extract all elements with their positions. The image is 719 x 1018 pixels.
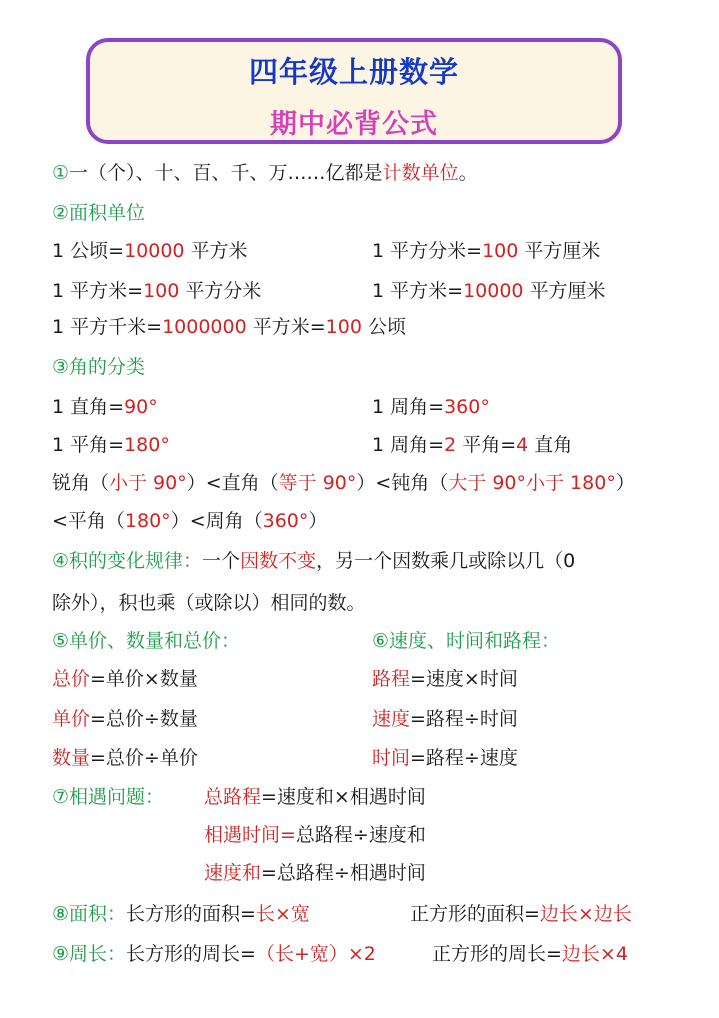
s1-highlight: 计数单位	[382, 162, 459, 184]
s3-l2b-value1: 2	[444, 434, 457, 456]
s2-l3-mid: 平方米=	[246, 316, 326, 338]
s2-l1b-unit: 平方厘米	[518, 240, 601, 262]
s6-r1-val: =速度×时间	[410, 668, 518, 690]
s8-heading: ⑧面积：	[52, 903, 127, 925]
s3-l3-f: 大于 90°小于 180°	[448, 472, 616, 494]
s7-r3-key: 速度和	[204, 862, 262, 884]
s7-row3	[204, 860, 426, 886]
s5-r1-val: =单价×数量	[90, 668, 198, 690]
s3-line3	[52, 470, 635, 496]
s3-l4-d: 360°	[262, 510, 309, 532]
s8-line-right	[410, 901, 632, 927]
s3-l2b-value2: 4	[516, 434, 529, 456]
s2-l2b-text: 1 平方米=	[372, 280, 464, 302]
s2-l2a-unit: 平方分米	[179, 280, 262, 302]
s8-d: 边长×边长	[539, 903, 632, 925]
s2-heading: ②面积单位	[52, 202, 146, 224]
s3-l3-g: ）	[615, 472, 635, 494]
s8-line-left	[52, 901, 310, 927]
s5-row3	[52, 745, 198, 771]
s3-l3-e: ）<钝角（	[356, 472, 449, 494]
page-subtitle: 期中必背公式	[270, 109, 438, 140]
s6-r1-key: 路程	[372, 668, 411, 690]
s3-l2b-unit: 直角	[528, 434, 573, 456]
s2-l2a-text: 1 平方米=	[52, 280, 144, 302]
s2-l3-unit: 公顷	[361, 316, 406, 338]
s8-a: 长方形的面积=	[126, 903, 256, 925]
s3-l4-c: ）<周角（	[170, 510, 263, 532]
s5-r3-val: =总价÷单价	[90, 747, 198, 769]
s3-heading: ③角的分类	[52, 356, 146, 378]
title-box	[86, 38, 622, 144]
s9-d: 边长×4	[561, 943, 628, 965]
s2-line1-left	[52, 238, 248, 264]
s9-line-left	[52, 941, 376, 967]
s3-l4-b: 180°	[124, 510, 171, 532]
s2-l2a-value: 100	[143, 280, 180, 302]
s4-c: ，另一个因数乘几或除以几（0	[316, 550, 576, 572]
s3-line1-left	[52, 394, 158, 420]
s3-l3-c: ）<直角（	[186, 472, 279, 494]
s6-r3-key: 时间	[372, 747, 411, 769]
s2-l1b-value: 100	[482, 240, 519, 262]
s9-b: （长+宽）×2	[255, 943, 376, 965]
s6-row3	[372, 745, 518, 771]
s7-r2-key: 相遇时间=	[204, 824, 296, 846]
s5-heading: ⑤单价、数量和总价：	[52, 630, 241, 652]
s3-l1a-value: 90°	[124, 396, 158, 418]
s7-r2-val: 总路程÷速度和	[295, 824, 426, 846]
s5-r2-key: 单价	[52, 708, 91, 730]
s7-row2	[204, 822, 426, 848]
s2-l2b-value: 10000	[463, 280, 524, 302]
s7-r3-val: =总路程÷相遇时间	[261, 862, 426, 884]
s5-r3-key: 数量	[52, 747, 91, 769]
s1-text: 一（个）、十、百、千、万……亿都是	[69, 162, 383, 184]
s4-a: 一个	[202, 550, 241, 572]
s2-l1a-unit: 平方米	[184, 240, 248, 262]
s3-line2-right	[372, 432, 572, 458]
s9-a: 长方形的周长=	[126, 943, 256, 965]
s2-l3-value1: 1000000	[162, 316, 247, 338]
s6-row2	[372, 706, 518, 732]
s3-l1b-text: 1 周角=	[372, 396, 445, 418]
s3-l3-a: 锐角（	[52, 472, 110, 494]
s6-r2-val: =路程÷时间	[410, 708, 518, 730]
s2-l1b-text: 1 平方分米=	[372, 240, 483, 262]
s4-line2: 除外），积也乘（或除以）相同的数。	[52, 592, 366, 614]
s7-r1-key: 总路程	[204, 786, 262, 808]
page-title: 四年级上册数学	[248, 55, 459, 89]
s8-b: 长×宽	[255, 903, 310, 925]
s2-line2-right	[372, 278, 606, 304]
s8-c: 正方形的面积=	[410, 903, 540, 925]
s2-l1a-value: 10000	[124, 240, 185, 262]
s9-c: 正方形的周长=	[432, 943, 562, 965]
s3-l2a-value: 180°	[124, 434, 170, 456]
s4-heading: ④积的变化规律：	[52, 550, 203, 572]
s1-line	[52, 160, 478, 186]
s3-l3-d: 等于 90°	[278, 472, 357, 494]
s7-r1-val: =速度和×相遇时间	[261, 786, 426, 808]
s2-line3	[52, 314, 406, 340]
s2-line1-right	[372, 238, 600, 264]
s7-row1	[204, 784, 426, 810]
s5-row2	[52, 706, 198, 732]
s6-r2-key: 速度	[372, 708, 411, 730]
s2-l2b-unit: 平方厘米	[523, 280, 606, 302]
s3-line1-right	[372, 394, 490, 420]
s7-heading: ⑦相遇问题：	[52, 786, 165, 808]
s4-line1	[52, 548, 575, 574]
s2-line2-left	[52, 278, 261, 304]
s3-l1b-value: 360°	[444, 396, 490, 418]
s3-l2a-text: 1 平角=	[52, 434, 125, 456]
s2-l3-text: 1 平方千米=	[52, 316, 163, 338]
s1-number: ①	[52, 162, 70, 184]
s3-l2b-mid: 平角=	[456, 434, 517, 456]
s5-row1	[52, 666, 198, 692]
s6-heading: ⑥速度、时间和路程：	[372, 630, 561, 652]
s1-end: 。	[458, 162, 478, 184]
s5-r2-val: =总价÷数量	[90, 708, 198, 730]
s3-l3-b: 小于 90°	[109, 472, 187, 494]
s3-l2b-text: 1 周角=	[372, 434, 445, 456]
s3-l4-a: <平角（	[52, 510, 125, 532]
s4-highlight: 因数不变	[240, 550, 317, 572]
s5-r1-key: 总价	[52, 668, 91, 690]
s2-l3-value2: 100	[325, 316, 362, 338]
s3-l4-e: ）	[308, 510, 328, 532]
s3-line4	[52, 508, 327, 534]
s3-l1a-text: 1 直角=	[52, 396, 125, 418]
s9-heading: ⑨周长：	[52, 943, 127, 965]
s2-l1a-text: 1 公顷=	[52, 240, 125, 262]
s3-line2-left	[52, 432, 170, 458]
s9-line-right	[432, 941, 628, 967]
s6-row1	[372, 666, 518, 692]
s6-r3-val: =路程÷速度	[410, 747, 518, 769]
